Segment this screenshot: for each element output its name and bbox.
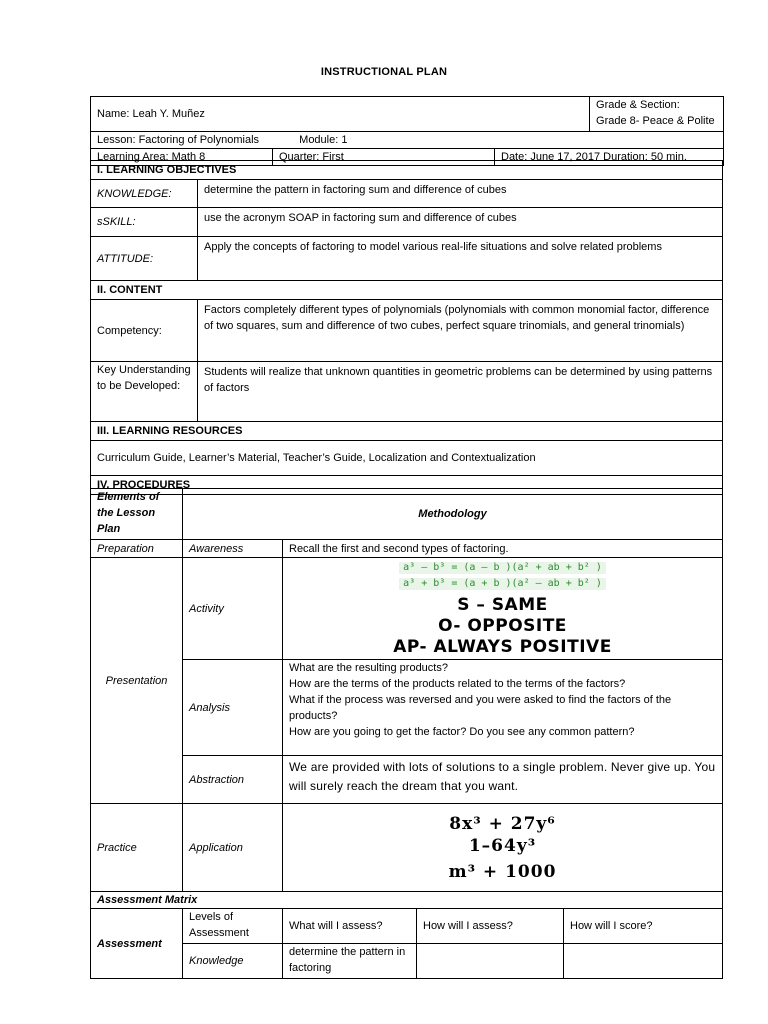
how-assess-label: How will I assess? — [417, 909, 564, 944]
awareness-text: Recall the first and second types of factoring. — [283, 540, 723, 558]
soap-opposite: O- OPPOSITE — [438, 616, 567, 636]
key-understanding-text: Students will realize that unknown quantities in geometric problems can be determined by using patterns of factors — [198, 362, 723, 422]
activity-label: Activity — [183, 558, 283, 660]
practice-label: Practice — [91, 804, 183, 892]
knowledge-what: determine the pattern in factoring — [283, 944, 417, 979]
activity-content — [283, 558, 723, 660]
key-understanding-label: Key Understanding to be Developed: — [91, 362, 198, 422]
analysis-questions — [283, 660, 723, 756]
cube-formulas — [289, 559, 716, 591]
content-heading: II. CONTENT — [91, 281, 723, 300]
attitude-text: Apply the concepts of factoring to model various real-life situations and solve related problems — [198, 237, 723, 281]
levels-label: Levels of Assessment — [183, 909, 283, 944]
knowledge-score — [564, 944, 723, 979]
header-table — [90, 96, 723, 166]
quarter: Quarter: First — [273, 149, 495, 166]
procedures-heading: IV. PROCEDURES — [91, 476, 723, 495]
teacher-name: Name: Leah Y. Muñez — [91, 97, 590, 132]
assessment-matrix-heading: Assessment Matrix — [91, 892, 723, 909]
module-number: Module: 1 — [299, 134, 348, 146]
grade-value: Grade 8- Peace & Polite — [596, 115, 715, 127]
knowledge-level-label: Knowledge — [183, 944, 283, 979]
difference-of-cubes-formula: a³ – b³ = (a – b )(a² + ab + b² ) — [399, 562, 606, 574]
objectives-heading: I. LEARNING OBJECTIVES — [91, 161, 723, 180]
skill-label: sSKILL: — [91, 208, 198, 237]
soap-always-positive: AP- ALWAYS POSITIVE — [393, 637, 612, 657]
assessment-label: Assessment — [91, 909, 183, 979]
preparation-label: Preparation — [91, 540, 183, 558]
resources-text: Curriculum Guide, Learner’s Material, Teacher’s Guide, Localization and Contextualization — [91, 441, 723, 476]
lesson-title: Lesson: Factoring of Polynomials — [97, 134, 260, 146]
knowledge-text: determine the pattern in factoring sum and difference of cubes — [198, 180, 723, 208]
elements-label: Elements of the Lesson Plan — [91, 489, 183, 540]
exercise-1: 8x³ + 27y⁶ — [449, 813, 556, 834]
grade-section — [590, 97, 724, 132]
abstraction-label: Abstraction — [183, 756, 283, 804]
grade-label: Grade & Section: — [596, 99, 680, 111]
learning-area: Learning Area: Math 8 — [91, 149, 273, 166]
analysis-question: How are you going to get the factor? Do you see any common pattern? — [289, 726, 635, 738]
resources-heading: III. LEARNING RESOURCES — [91, 422, 723, 441]
abstraction-text: We are provided with lots of solutions to a single problem. Never give up. You will surely reach the dream that you want. — [283, 756, 723, 804]
date-duration: Date: June 17, 2017 Duration: 50 min. — [495, 149, 724, 166]
sum-of-cubes-formula: a³ + b³ = (a + b )(a² – ab + b² ) — [399, 578, 606, 590]
awareness-label: Awareness — [183, 540, 283, 558]
how-score-label: How will I score? — [564, 909, 723, 944]
document-title: INSTRUCTIONAL PLAN — [320, 66, 448, 78]
application-exercises — [283, 804, 723, 892]
knowledge-how — [417, 944, 564, 979]
methodology-label: Methodology — [183, 489, 723, 540]
analysis-question: How are the terms of the products related to the terms of the factors? — [289, 678, 626, 690]
analysis-label: Analysis — [183, 660, 283, 756]
objectives-table — [90, 160, 723, 495]
application-label: Application — [183, 804, 283, 892]
competency-label: Competency: — [91, 300, 198, 362]
procedures-table — [90, 488, 723, 979]
skill-text: use the acronym SOAP in factoring sum and difference of cubes — [198, 208, 723, 237]
attitude-label: ATTITUDE: — [91, 237, 198, 281]
what-assess-label: What will I assess? — [283, 909, 417, 944]
soap-same: S – SAME — [457, 595, 548, 615]
exercise-3: m³ + 1000 — [448, 861, 557, 882]
analysis-question: What are the resulting products? — [289, 662, 448, 674]
competency-text: Factors completely different types of polynomials (polynomials with common monomial factor, difference of two squares, sum and difference of two cubes, perfect square trinomials, and general trinomials) — [198, 300, 723, 362]
lesson-row — [91, 132, 724, 149]
knowledge-label: KNOWLEDGE: — [91, 180, 198, 208]
presentation-label: Presentation — [91, 558, 183, 804]
analysis-question: What if the process was reversed and you were asked to find the factors of the products? — [289, 694, 672, 722]
exercise-2: 1–64y³ — [468, 835, 537, 856]
